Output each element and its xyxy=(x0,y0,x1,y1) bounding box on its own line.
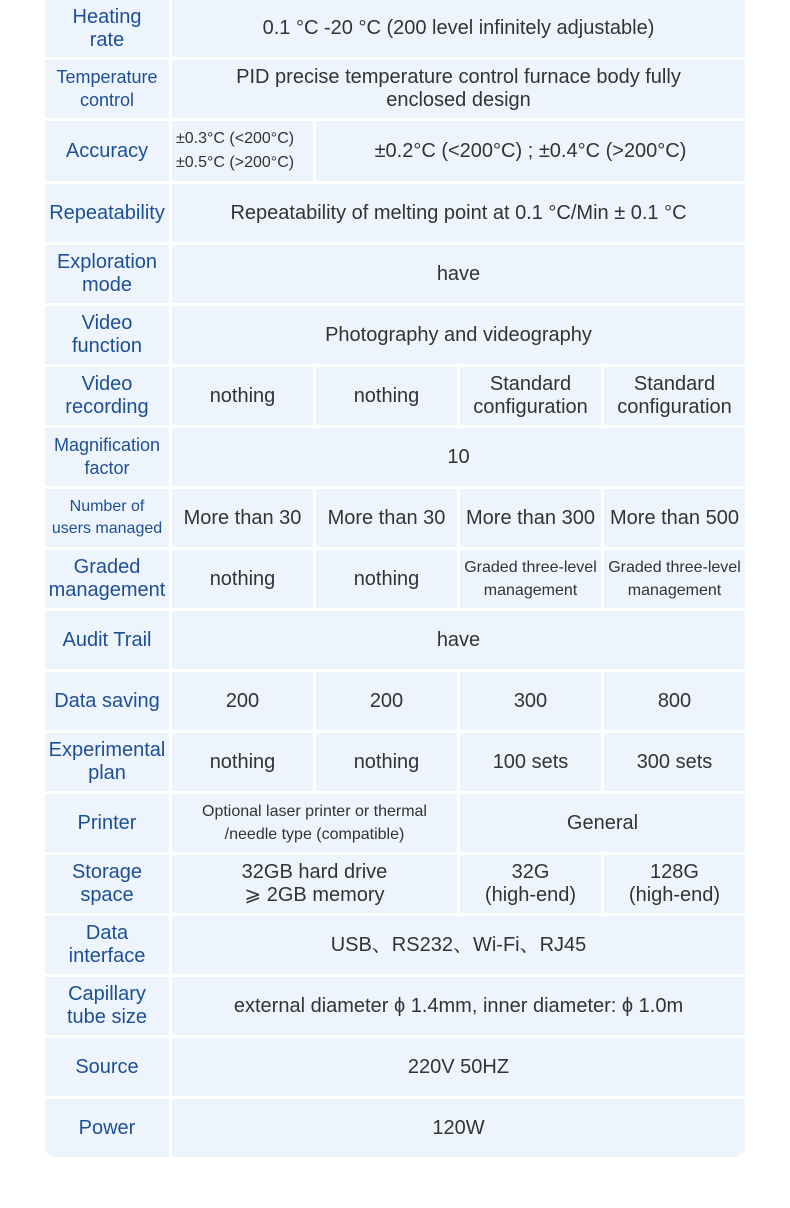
spec-table-body xyxy=(45,0,745,1157)
spec-label-line: Data xyxy=(85,922,129,944)
spec-row xyxy=(45,245,745,303)
spec-row xyxy=(45,1099,745,1157)
spec-value xyxy=(316,489,457,547)
spec-value xyxy=(316,550,457,608)
spec-value-line: management xyxy=(627,582,722,599)
spec-label xyxy=(45,306,169,364)
spec-value-line: nothing xyxy=(353,567,420,590)
spec-label-line: Heating xyxy=(72,5,142,28)
spec-value xyxy=(172,672,313,730)
spec-label-line: control xyxy=(79,90,135,110)
spec-label-line: space xyxy=(80,884,134,906)
spec-value xyxy=(172,489,313,547)
spec-value xyxy=(460,367,601,425)
spec-value-line: have xyxy=(436,262,481,285)
spec-value xyxy=(172,916,745,974)
spec-value xyxy=(172,550,313,608)
spec-value-line: General xyxy=(566,811,639,834)
spec-value-line: More than 300 xyxy=(466,506,595,529)
spec-value xyxy=(460,794,745,852)
spec-label-line: factor xyxy=(84,458,130,478)
spec-value xyxy=(460,672,601,730)
spec-value-line: 200 xyxy=(225,689,260,712)
spec-value-line: USB、RS232、Wi-Fi、RJ45 xyxy=(330,933,587,956)
spec-value xyxy=(172,855,457,913)
spec-value xyxy=(316,367,457,425)
spec-label-line: Video xyxy=(81,312,133,334)
spec-value-line: 32G xyxy=(511,861,550,883)
spec-label-line: Magnification xyxy=(53,435,161,455)
spec-label-line: Power xyxy=(78,1116,136,1139)
spec-label-line: users managed xyxy=(51,520,163,537)
spec-row xyxy=(45,1038,745,1096)
spec-row xyxy=(45,611,745,669)
spec-value-line: 300 sets xyxy=(636,750,713,773)
spec-row xyxy=(45,977,745,1035)
spec-value xyxy=(172,977,745,1035)
spec-label xyxy=(45,245,169,303)
spec-row xyxy=(45,0,745,57)
spec-value xyxy=(172,733,313,791)
spec-value-line: (high-end) xyxy=(484,884,577,906)
spec-label xyxy=(45,184,169,242)
spec-value-line: Standard xyxy=(633,373,716,395)
spec-label-line: management xyxy=(48,579,166,601)
spec-label-line: Video xyxy=(81,373,133,395)
spec-label xyxy=(45,855,169,913)
spec-row xyxy=(45,733,745,791)
spec-label-line: Printer xyxy=(77,811,137,834)
spec-value xyxy=(172,184,745,242)
spec-value xyxy=(172,60,745,118)
spec-label-line: Audit Trail xyxy=(62,628,152,651)
spec-label-line: tube size xyxy=(66,1006,148,1028)
spec-value xyxy=(604,489,745,547)
spec-value-line: 800 xyxy=(657,689,692,712)
spec-value-line: ⩾ 2GB memory xyxy=(244,884,385,906)
spec-label-line: interface xyxy=(68,945,146,967)
spec-label-line: Repeatability xyxy=(49,201,165,224)
spec-value-line: Graded three-level xyxy=(608,559,741,576)
spec-label-line: Number of xyxy=(69,498,145,515)
spec-value xyxy=(172,245,745,303)
spec-value-line: 0.1 °C -20 °C (200 level infinitely adjustable) xyxy=(262,17,655,39)
spec-label-line: plan xyxy=(88,762,126,784)
spec-label xyxy=(45,0,169,57)
spec-value xyxy=(460,855,601,913)
spec-value-line: nothing xyxy=(209,384,276,407)
spec-value-line: 100 sets xyxy=(492,750,569,773)
spec-label xyxy=(45,916,169,974)
spec-value xyxy=(316,672,457,730)
spec-value-line: Repeatability of melting point at 0.1 °C/Min ± 0.1 °C xyxy=(230,201,687,224)
spec-label xyxy=(45,428,169,486)
spec-value xyxy=(460,733,601,791)
spec-row xyxy=(45,121,745,181)
spec-label xyxy=(45,672,169,730)
spec-label xyxy=(45,121,169,181)
spec-value-line: management xyxy=(483,582,578,599)
spec-label xyxy=(45,794,169,852)
spec-value-line: configuration xyxy=(617,396,732,418)
spec-value xyxy=(172,306,745,364)
spec-value xyxy=(172,794,457,852)
spec-value-line: PID precise temperature control furnace body fully xyxy=(236,66,681,88)
spec-value xyxy=(172,611,745,669)
spec-value xyxy=(460,489,601,547)
spec-row xyxy=(45,306,745,364)
spec-row xyxy=(45,550,745,608)
spec-value-line: 120W xyxy=(432,1116,485,1139)
spec-value-line: 300 xyxy=(513,689,548,712)
spec-value-line: enclosed design xyxy=(386,89,531,111)
spec-value-line: /needle type (compatible) xyxy=(224,826,405,843)
spec-value-line: configuration xyxy=(473,396,588,418)
spec-value-line: 10 xyxy=(447,445,470,468)
spec-label-line: Capillary xyxy=(68,983,146,1005)
spec-label xyxy=(45,611,169,669)
spec-value-line: ±0.3°C (<200°C) xyxy=(176,130,295,147)
spec-label-line: Storage xyxy=(71,861,143,883)
spec-value-line: 200 xyxy=(369,689,404,712)
spec-label xyxy=(45,1038,169,1096)
spec-value xyxy=(172,367,313,425)
spec-label-line: Exploration xyxy=(56,251,158,273)
spec-table xyxy=(42,0,748,1160)
spec-value-line: ±0.2°C (<200°C) ; ±0.4°C (>200°C) xyxy=(374,139,687,162)
spec-label xyxy=(45,367,169,425)
spec-value xyxy=(604,367,745,425)
spec-value-line: nothing xyxy=(209,750,276,773)
spec-value xyxy=(604,733,745,791)
spec-label-line: Temperature xyxy=(56,67,158,87)
spec-value xyxy=(460,550,601,608)
spec-label-line: Experimental xyxy=(48,739,166,761)
spec-label-line: Data saving xyxy=(54,689,160,712)
spec-value-line: nothing xyxy=(353,750,420,773)
spec-value-line: external diameter ϕ 1.4mm, inner diameter: ϕ 1.0m xyxy=(233,994,684,1017)
spec-label-line: recording xyxy=(65,396,149,418)
spec-value-line: More than 30 xyxy=(183,506,302,529)
spec-value-line: Photography and videography xyxy=(325,323,592,346)
spec-value-line: 128G xyxy=(650,861,699,883)
spec-value-line: More than 500 xyxy=(610,506,739,529)
spec-label xyxy=(45,977,169,1035)
spec-value xyxy=(172,1038,745,1096)
spec-value-line: 220V 50HZ xyxy=(407,1055,510,1078)
spec-value-line: nothing xyxy=(209,567,276,590)
spec-value xyxy=(604,672,745,730)
spec-label xyxy=(45,1099,169,1157)
spec-label-line: mode xyxy=(81,274,133,296)
spec-value xyxy=(172,0,745,57)
spec-value-line: Standard xyxy=(489,373,572,395)
spec-row xyxy=(45,794,745,852)
spec-row xyxy=(45,428,745,486)
spec-row xyxy=(45,855,745,913)
spec-value xyxy=(604,550,745,608)
spec-value xyxy=(172,121,313,181)
spec-row xyxy=(45,916,745,974)
spec-value-line: Graded three-level xyxy=(464,559,597,576)
spec-value-line: ±0.5°C (>200°C) xyxy=(176,154,295,171)
spec-value xyxy=(316,121,745,181)
spec-value-line: have xyxy=(436,628,481,651)
spec-value xyxy=(172,428,745,486)
spec-label xyxy=(45,733,169,791)
spec-value-line: (high-end) xyxy=(628,884,721,906)
spec-value-line: 32GB hard drive xyxy=(241,861,388,883)
spec-row xyxy=(45,60,745,118)
spec-row xyxy=(45,184,745,242)
spec-value xyxy=(316,733,457,791)
spec-row xyxy=(45,672,745,730)
spec-label-line: function xyxy=(71,335,143,357)
spec-label xyxy=(45,550,169,608)
spec-label-line: rate xyxy=(89,28,125,51)
spec-row xyxy=(45,489,745,547)
spec-value xyxy=(604,855,745,913)
spec-label-line: Graded xyxy=(73,556,141,578)
spec-label xyxy=(45,489,169,547)
spec-label-line: Accuracy xyxy=(65,139,149,162)
spec-value-line: nothing xyxy=(353,384,420,407)
spec-row xyxy=(45,367,745,425)
spec-value-line: More than 30 xyxy=(327,506,446,529)
spec-value xyxy=(172,1099,745,1157)
spec-value-line: Optional laser printer or thermal xyxy=(202,803,427,820)
spec-label-line: Source xyxy=(75,1055,139,1078)
spec-label xyxy=(45,60,169,118)
